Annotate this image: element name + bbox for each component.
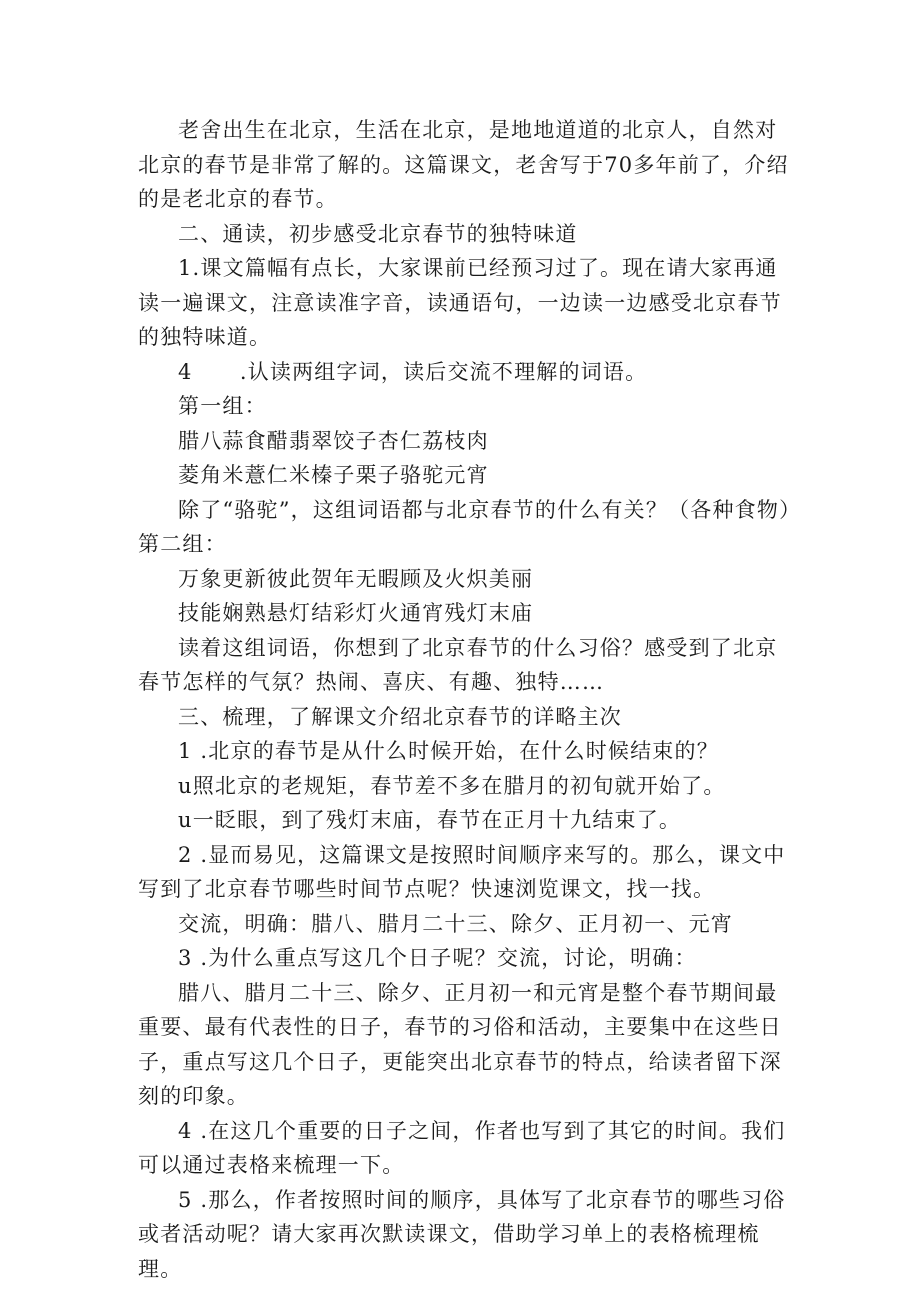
paragraph-question: 读着这组词语，你想到了北京春节的什么习俗？感受到了北京春节怎样的气氛？热闹、喜庆、有趣、独特…… bbox=[138, 635, 778, 694]
word-list-line: 万象更新彼此贺年无暇顾及火炽美丽 bbox=[178, 566, 534, 591]
paragraph-item: 5 .那么，作者按照时间的顺序，具体写了北京春节的哪些习俗或者活动呢？请大家再次默读课文，借助学习单上的表格梳理梳理。 bbox=[138, 1187, 786, 1281]
word-list-line: 菱角米薏仁米榛子栗子骆驼元宵 bbox=[178, 463, 489, 487]
group-one-label: 第一组： bbox=[178, 394, 267, 418]
paragraph-answer: 交流，明确：腊八、腊月二十三、除夕、正月初一、元宵 bbox=[178, 911, 733, 936]
paragraph-intro: 老舍出生在北京，生活在北京，是地地道道的北京人，自然对北京的春节是非常了解的。这篇课文，老舍写于70多年前了，介绍的是老北京的春节。 bbox=[138, 118, 789, 211]
paragraph-item-4: 4 .认读两组字词，读后交流不理解的词语。 bbox=[178, 359, 648, 384]
paragraph-item: 1 .北京的春节是从什么时候开始，在什么时候结束的？ bbox=[178, 739, 719, 763]
paragraph-item: 3 .为什么重点写这几个日子呢？交流，讨论，明确： bbox=[178, 946, 697, 970]
word-list-line: 腊八蒜食醋翡翠饺子杏仁荔枝肉 bbox=[178, 428, 489, 453]
paragraph-question: 除了“骆驼”，这组词语都与北京春节的什么有关？（各种食物）第二组： bbox=[138, 497, 791, 556]
paragraph-item: 4 .在这几个重要的日子之间，作者也写到了其它的时间。我们可以通过表格来梳理一下。 bbox=[138, 1118, 786, 1177]
paragraph-answer: 腊八、腊月二十三、除夕、正月初一和元宵是整个春节期间最重要、最有代表性的日子，春节的习俗和活动，主要集中在这些日子，重点写这几个日子，更能突出北京春节的特点，给读者留下深刻的印象。 bbox=[138, 980, 782, 1108]
paragraph-item-1: 1.课文篇幅有点长，大家课前已经预习过了。现在请大家再通读一遍课文，注意读准字音，读通语句，一边读一边感受北京春节的独特味道。 bbox=[138, 256, 782, 349]
bullet-line: u一眨眼，到了残灯末庙，春节在正月十九结束了。 bbox=[178, 808, 682, 832]
section-heading-2: 二、通读，初步感受北京春节的独特味道 bbox=[178, 221, 578, 246]
word-list-line: 技能娴熟悬灯结彩灯火通宵残灯末庙 bbox=[178, 601, 534, 625]
paragraph-item: 2 .显而易见，这篇课文是按照时间顺序来写的。那么，课文中写到了北京春节哪些时间节点呢？快速浏览课文，找一找。 bbox=[138, 842, 786, 901]
section-heading-3: 三、梳理，了解课文介绍北京春节的详略主次 bbox=[178, 704, 622, 729]
bullet-line: u照北京的老规矩，春节差不多在腊月的初旬就开始了。 bbox=[178, 773, 726, 798]
document-body bbox=[138, 113, 794, 1286]
